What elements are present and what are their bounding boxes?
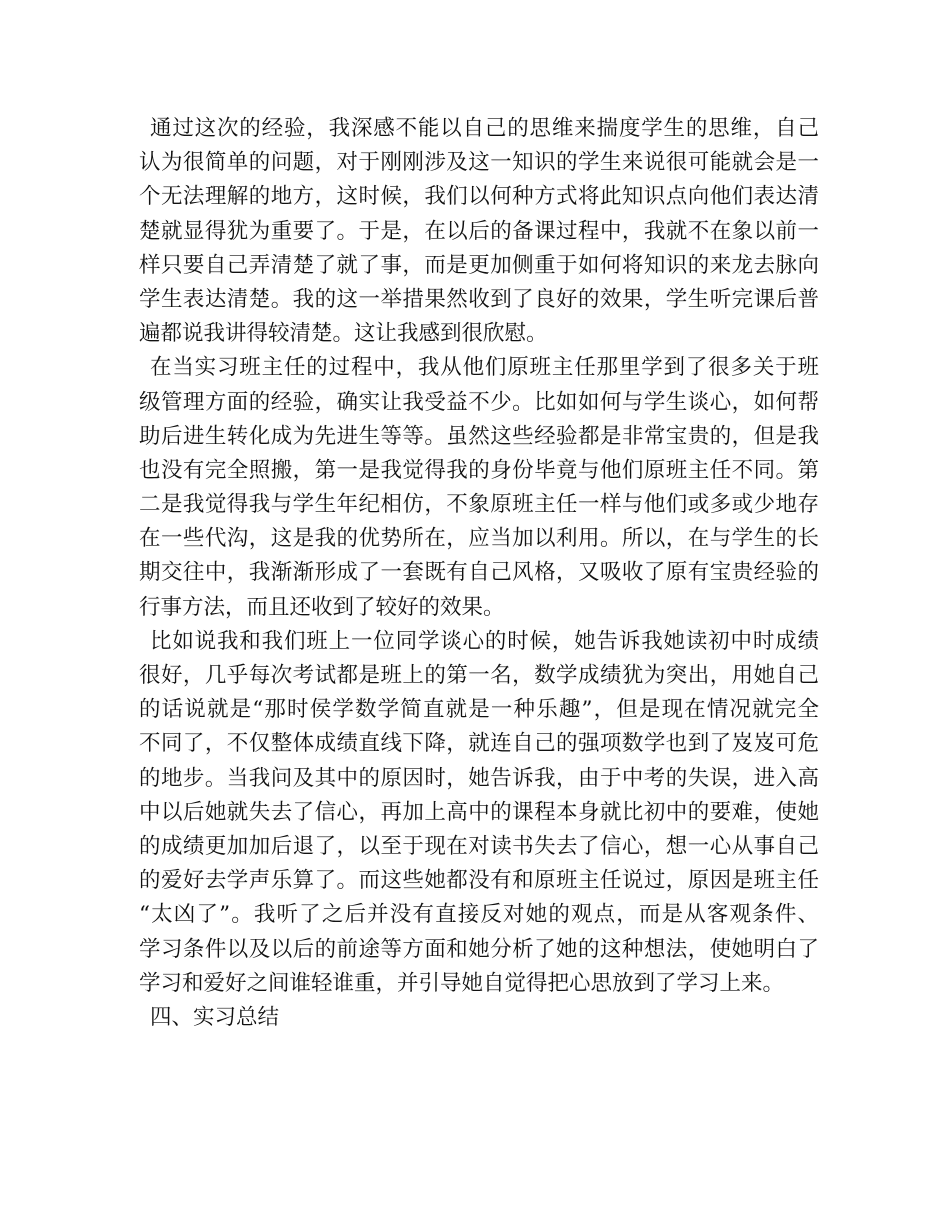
paragraph-line: “太凶了”。我听了之后并没有直接反对她的观点，而是从客观条件、 <box>139 902 819 928</box>
document-body <box>139 112 819 1035</box>
paragraph-line: 二是我觉得我与学生年纪相仿，不象原班主任一样与他们或多或少地存 <box>139 492 819 518</box>
paragraph-line: 的地步。当我问及其中的原因时，她告诉我，由于中考的失误，进入高 <box>139 765 819 791</box>
paragraph-line: 比如说我和我们班上一位同学谈心的时候，她告诉我她读初中时成绩 <box>150 628 819 654</box>
paragraph-line: 也没有完全照搬，第一是我觉得我的身份毕竟与他们原班主任不同。第 <box>139 457 819 483</box>
paragraph-line: 级管理方面的经验，确实让我受益不少。比如如何与学生谈心，如何帮 <box>139 389 819 415</box>
paragraph-line: 样只要自己弄清楚了就了事，而是更加侧重于如何将知识的来龙去脉向 <box>139 252 819 278</box>
paragraph-line: 不同了，不仅整体成绩直线下降，就连自己的强项数学也到了岌岌可危 <box>139 731 819 757</box>
paragraph-line: 的成绩更加加后退了，以至于现在对读书失去了信心，想一心从事自己 <box>139 833 819 859</box>
paragraph-line: 期交往中，我渐渐形成了一套既有自己风格，又吸收了原有宝贵经验的 <box>139 560 819 586</box>
paragraph-line: 个无法理解的地方，这时候，我们以何种方式将此知识点向他们表达清 <box>139 184 819 210</box>
paragraph-line: 学习和爱好之间谁轻谁重，并引导她自觉得把心思放到了学习上来。 <box>139 970 785 996</box>
paragraph-student-talk <box>139 625 819 1001</box>
paragraph-line: 很好，几乎每次考试都是班上的第一名，数学成绩犹为突出，用她自己 <box>139 663 819 688</box>
section-heading: 四、实习总结 <box>150 1004 280 1030</box>
paragraph-line: 学生表达清楚。我的这一举措果然收到了良好的效果，学生听完课后普 <box>139 286 819 312</box>
paragraph-line: 的爱好去学声乐算了。而这些她都没有和原班主任说过，原因是班主任 <box>139 868 819 894</box>
paragraph-line: 行事方法，而且还收到了较好的效果。 <box>139 594 505 620</box>
paragraph-line: 的话说就是“那时侯学数学简直就是一种乐趣”，但是现在情况就完全 <box>139 697 819 723</box>
paragraph-class-teacher <box>139 351 819 625</box>
paragraph-line: 学习条件以及以后的前途等方面和她分析了她的这种想法，使她明白了 <box>139 936 819 962</box>
section-heading-summary <box>139 1001 819 1035</box>
paragraph-line: 中以后她就失去了信心，再加上高中的课程本身就比初中的要难，使她 <box>139 799 819 825</box>
paragraph-line: 通过这次的经验，我深感不能以自己的思维来揣度学生的思维，自己 <box>150 116 819 141</box>
paragraph-line: 在当实习班主任的过程中，我从他们原班主任那里学到了很多关于班 <box>150 355 819 381</box>
paragraph-line: 助后进生转化成为先进生等等。虽然这些经验都是非常宝贵的，但是我 <box>139 423 819 449</box>
paragraph-line: 遍都说我讲得较清楚。这让我感到很欣慰。 <box>139 321 548 347</box>
paragraph-teaching-experience <box>139 112 819 351</box>
paragraph-line: 在一些代沟，这是我的优势所在，应当加以利用。所以，在与学生的长 <box>139 526 819 552</box>
paragraph-line: 楚就显得犹为重要了。于是，在以后的备课过程中，我就不在象以前一 <box>139 218 819 244</box>
paragraph-line: 认为很简单的问题，对于刚刚涉及这一知识的学生来说很可能就会是一 <box>139 150 819 176</box>
